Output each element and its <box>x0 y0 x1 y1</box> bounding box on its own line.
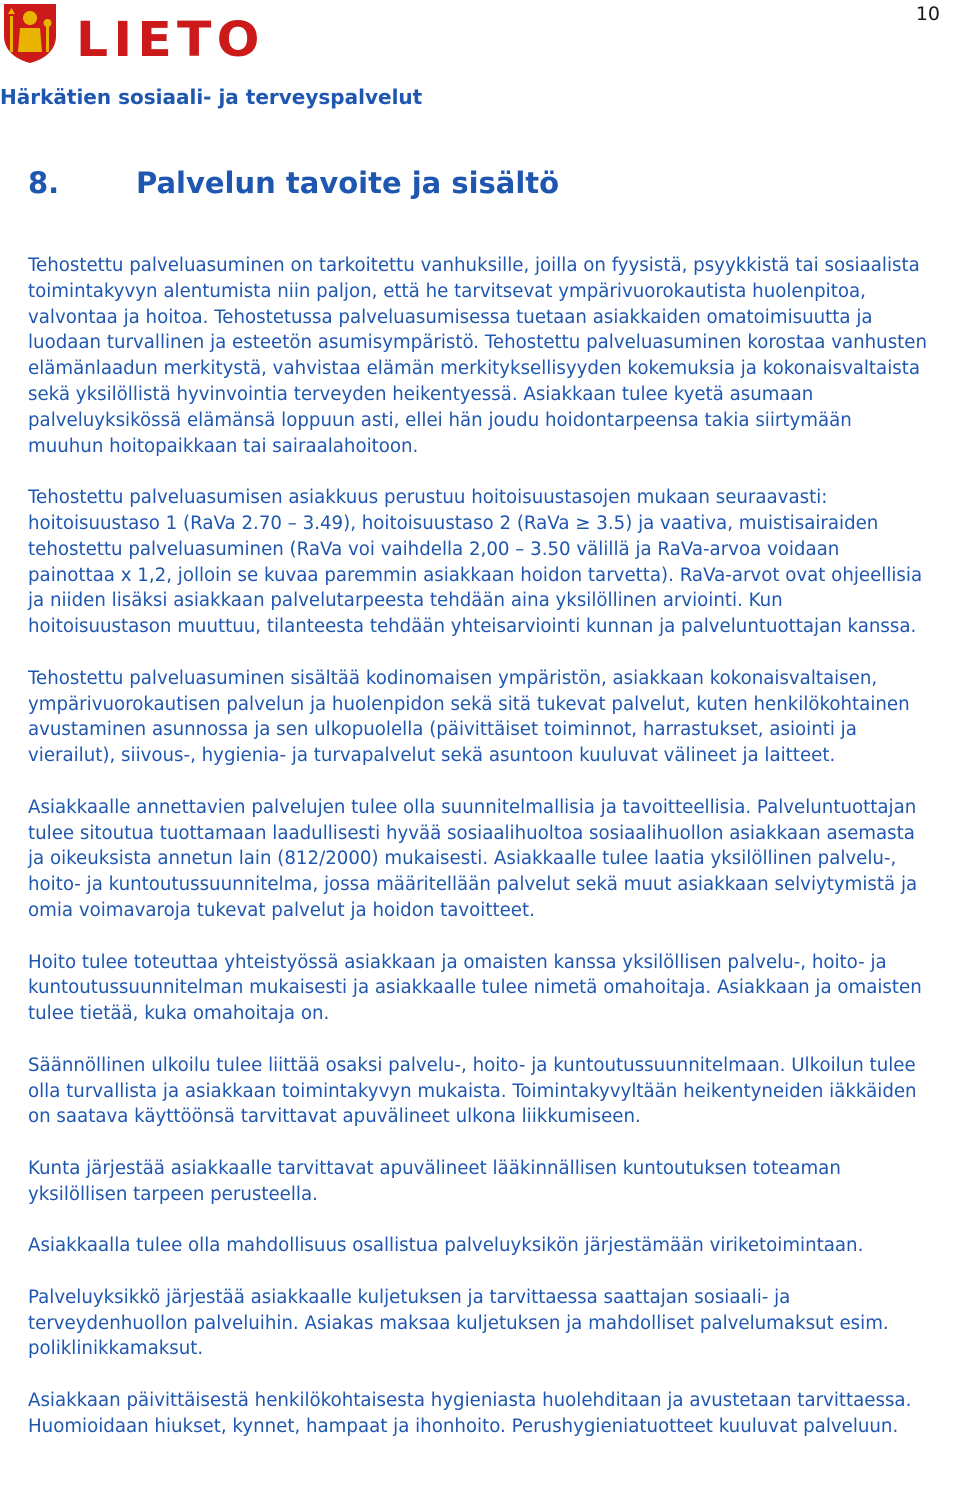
municipal-crest-icon <box>2 2 58 64</box>
paragraph: Palveluyksikkö järjestää asiakkaalle kuljetuksen ja tarvittaessa saattajan sosiaali- ja terveydenhuollon palveluihin. Asiakas maksaa kuljetuksen ja mahdolliset palvelumaksut esim. poliklinikkamaksut. <box>28 1286 889 1360</box>
paragraph: Asiakkaalla tulee olla mahdollisuus osallistua palveluyksikön järjestämään viriketoimintaan. <box>28 1235 864 1257</box>
section-heading <box>28 166 559 200</box>
paragraph: Tehostettu palveluasuminen on tarkoitettu vanhuksille, joilla on fyysistä, psyykkistä tai sosiaalista toimintakyvyn alentumista niin paljon, että he tarvitsevat ympärivuorokautista huolenpitoa, valvontaa ja hoitoa. Tehostetussa palveluasumisessa tuetaan asiakkaiden omatoimisuutta ja luodaan turvallinen ja esteetön asumisympäristö. Tehostettu palveluasuminen korostaa vanhusten elämänlaadun merkitystä, vahvistaa elämän merkityksellisyyden kokemuksia ja kokonaisvaltaista sekä yksilöllistä hyvinvointia terveyden heikentyessä. Asiakkaan tulee kyetä asumaan palveluyksikössä elämänsä loppuun asti, ellei hän joudu hoidontarpeensa takia siirtymään muuhun hoitopaikkaan tai sairaalahoitoon. <box>28 255 928 457</box>
paragraph: Kunta järjestää asiakkaalle tarvittavat apuvälineet lääkinnällisen kuntoutuksen toteaman yksilöllisen tarpeen perusteella. <box>28 1157 841 1205</box>
paragraph: Asiakkaalle annettavien palvelujen tulee olla suunnitelmallisia ja tavoitteellisia. Palveluntuottajan tulee sitoutua tuottamaan laadullisesti hyvää sosiaalihuoltoa sosiaalihuollon asiakkaan asemasta ja oikeuksista annetun lain (812/2000) mukaisesti. Asiakkaalle tulee laatia yksilöllinen palvelu-, hoito- ja kuntoutussuunnitelma, jossa määritellään palvelut sekä muut asiakkaan selviytymistä ja omia voimavaroja tukevat palvelut ja hoidon tavoitteet. <box>28 796 918 921</box>
page-number: 10 <box>915 3 940 25</box>
lieto-logo: LIETO <box>76 12 265 68</box>
paragraph: Tehostettu palveluasuminen sisältää kodinomaisen ympäristön, asiakkaan kokonaisvaltaisen, ympärivuorokautisen palvelun ja huolenpidon sekä sitä tukevat palvelut, kuten henkilökohtainen avustaminen asunnossa ja sen ulkopuolella (päivittäiset toiminnot, harrastukset, asiointi ja vierailut), siivous-, hygienia- ja turvapalvelut sekä asuntoon kuuluvat välineet ja laitteet. <box>28 667 910 767</box>
paragraph: Säännöllinen ulkoilu tulee liittää osaksi palvelu-, hoito- ja kuntoutussuunnitelmaan. Ulkoilun tulee olla turvallista ja asiakkaan toimintakyvyn mukaista. Toimintakyvyltään heikentyneiden iäkkäiden on saatava käyttöönsä tarvittavat apuvälineet ulkona liikkumiseen. <box>28 1054 917 1128</box>
section-title: Palvelun tavoite ja sisältö <box>136 166 560 200</box>
paragraph: Hoito tulee toteuttaa yhteistyössä asiakkaan ja omaisten kanssa yksilöllisen palvelu-, hoito- ja kuntoutussuunnitelman mukaisesti ja asiakkaalle tulee nimetä omahoitaja. Asiakkaan ja omaisten tulee tietää, kuka omahoitaja on. <box>28 951 922 1025</box>
document-subtitle: Härkätien sosiaali- ja terveyspalvelut <box>0 85 423 109</box>
section-number: 8. <box>28 166 60 200</box>
paragraph: Asiakkaan päivittäisestä henkilökohtaisesta hygieniasta huolehditaan ja avustetaan tarvittaessa. Huomioidaan hiukset, kynnet, hampaat ja ihonhoito. Perushygieniatuotteet kuuluvat palveluun. <box>28 1390 912 1437</box>
paragraph: Tehostettu palveluasumisen asiakkuus perustuu hoitoisuustasojen mukaan seuraavasti: hoitoisuustaso 1 (RaVa 2.70 – 3.49), hoitoisuustaso 2 (RaVa ≥ 3.5) ja vaativa, muistisairaiden tehostettu palveluasuminen (RaVa voi vaihdella 2,00 – 3.50 välillä ja RaVa-arvoa voidaan painottaa x 1,2, jolloin se kuvaa paremmin asiakkaan hoidon tarvetta). RaVa-arvot ovat ohjeellisia ja niiden lisäksi asiakkaan palvelutarpeesta tehdään aina yksilöllinen arviointi. Kun hoitoisuustason muuttuu, tilanteesta tehdään yhteisarviointi kunnan ja palveluntuottajan kanssa. <box>28 487 923 638</box>
section-body <box>28 253 928 1465</box>
